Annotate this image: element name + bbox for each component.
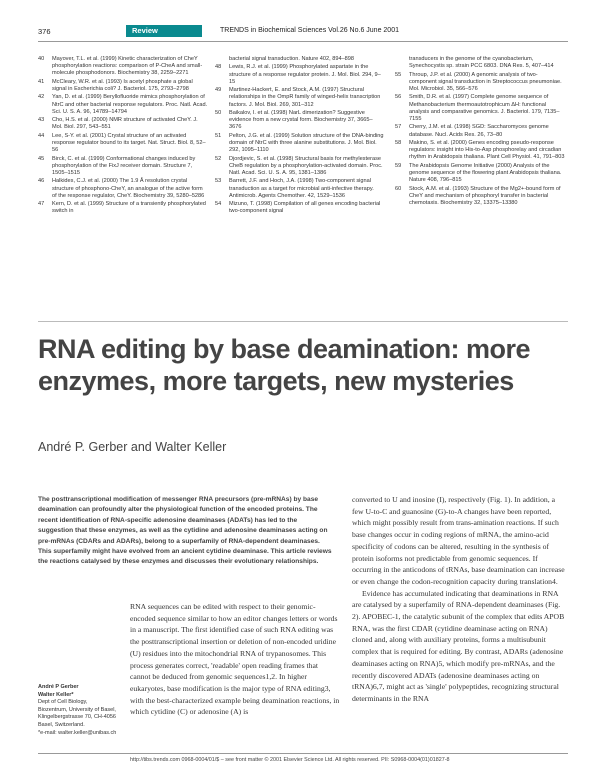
- reference-number: 44: [38, 132, 45, 139]
- reference-text: Lee, S-Y. et al. (2001) Crystal structure of an activated response regulator bound to its target. Nat. Struct. Biol. 8, 52–56: [52, 132, 206, 154]
- reference-item: [395, 72, 565, 94]
- reference-number: 55: [395, 71, 402, 78]
- reference-item: [38, 178, 208, 200]
- reference-item: [38, 79, 208, 93]
- reference-number: 43: [38, 117, 45, 124]
- article-abstract: The posttranscriptional modification of messenger RNA precursors (pre-mRNAs) by base deamination can profoundly alter the physiological function of the encoded proteins. The recent identification of RNA-specific adenosine deaminases (ADATs) has led to the suggestion that these enzymes, as well as the cytidine and adenosine deaminases acting on pre-mRNAs (CDARs and ADARs), belong to a superfamily of RNA-dependent deaminases. This superfamily might have evolved from an ancient cytidine deaminase. This article reviews the reactions catalysed by these enzymes and discusses their evolutionary relationships.: [38, 496, 332, 566]
- reference-item: [38, 56, 208, 78]
- footer-divider: [38, 753, 568, 754]
- reference-text: Martinez-Hackert, E. and Stock, A.M. (1997) Structural relationships in the OmpR family of winged-helix transcription factors. J. Mol. Biol. 269, 301–312: [229, 87, 381, 108]
- reference-number: 58: [395, 139, 402, 146]
- body-column-left: [130, 601, 340, 718]
- page-footer: http://tibs.trends.com 0968-0004/01/$ – see front matter © 2001 Elsevier Science Ltd. All rights reserved. PII: S0968-0004(01)01827-8: [130, 757, 450, 763]
- reference-text: Mayover, T.L. et al. (1999) Kinetic characterization of CheY phosphorylation reactions: comparison of P-CheA and small-molecule phosphodonors. Biochemistry 38, 2259–2271: [52, 56, 203, 77]
- reference-number: 51: [215, 132, 222, 139]
- article-title: RNA editing by base deamination: more enzymes, more targets, new mysteries: [38, 334, 531, 396]
- reference-text: Cherry, J.M. et al. (1998) SGD: Saccharomyces genome database. Nucl. Acids Res. 26, 73–80: [409, 124, 549, 138]
- reference-number: 40: [38, 56, 45, 62]
- reference-text: The Arabidopsis Genome Initiative (2000) Analysis of the genome sequence of the flowering plant Arabidopsis thaliana. Nature 408, 796–815: [409, 162, 562, 184]
- author-email[interactable]: *e-mail: walter.keller@unibas.ch: [38, 729, 117, 736]
- author-address: Dept of Cell Biology, Biozentrum, University of Basel, Klingelbergstrasse 70, CH-4056 Basel, Switzerland.: [38, 699, 116, 728]
- reference-text: Pelton, J.G. et al. (1999) Solution structure of the DNA-binding domain of NtrC with three alanine substitutions. J. Mol. Biol. 292, 1095–1110: [229, 132, 384, 154]
- reference-text: Kern, D. et al. (1999) Structure of a transiently phosphorylated switch in: [52, 201, 206, 215]
- header-divider: [38, 41, 568, 42]
- reference-item: [395, 186, 565, 208]
- reference-text: transducers in the genome of the cyanobacterium, Synechocystis sp. strain PCC 6803. DNA Res. 5, 407–414: [409, 56, 554, 70]
- reference-text: Barrett, J.F. and Hoch, J.A. (1998) Two-component signal transduction as a target for microbial anti-infective therapy. Antimicrob. Agents Chemother. 42, 1529–1536: [229, 178, 374, 199]
- reference-number: 41: [38, 78, 45, 85]
- reference-number: 46: [38, 178, 45, 185]
- reference-text: Makino, S. et al. (2000) Genes encoding pseudo-response regulators: insight into His-to-Asp phosphorelay and circadian rhythm in Arabidopsis thaliana. Plant Cell Physiol. 41, 791–803: [409, 139, 565, 161]
- reference-column-3: [395, 56, 565, 208]
- reference-item: [38, 117, 208, 131]
- reference-number: 59: [395, 162, 402, 169]
- reference-number: 54: [215, 201, 222, 208]
- journal-citation: TRENDS in Biochemical Sciences Vol.26 No.6 June 2001: [220, 27, 399, 34]
- reference-item: [215, 56, 385, 63]
- reference-number: 48: [215, 64, 222, 71]
- reference-item: [395, 140, 565, 162]
- reference-item: [395, 56, 565, 70]
- reference-item: [38, 133, 208, 155]
- reference-text: McCleary, W.R. et al. (1993) Is acetyl phosphate a global signal in Escherichia coli? J. Bacteriol. 175, 2793–2798: [52, 78, 193, 92]
- author-affiliation: [38, 684, 118, 737]
- reference-text: Halkides, C.J. et al. (2000) The 1.9 Å resolution crystal structure of phosphono-CheY, an analogue of the active form of the response regulator, CheY. Biochemistry 39, 5280–5286: [52, 178, 205, 199]
- reference-text: Cho, H.S. et al. (2000) NMR structure of activated CheY. J. Mol. Biol. 297, 543–551: [52, 117, 198, 131]
- reference-item: [395, 163, 565, 185]
- section-tab: Review: [126, 25, 202, 37]
- author-name: Walter Keller*: [38, 691, 74, 698]
- article-authors: André P. Gerber and Walter Keller: [38, 440, 227, 454]
- page-header: [38, 27, 568, 39]
- reference-number: 50: [215, 109, 222, 116]
- reference-text: Lewis, R.J. et al. (1999) Phosphorylated aspartate in the structure of a response regulator protein. J. Mol. Biol. 294, 9–15: [229, 64, 381, 85]
- reference-number: 52: [215, 155, 222, 162]
- reference-text: Mizuno, T. (1998) Compilation of all genes encoding bacterial two-component signal: [229, 201, 381, 215]
- reference-column-1: [38, 56, 208, 217]
- reference-number: 45: [38, 155, 45, 162]
- body-column-right: [352, 494, 568, 705]
- reference-item: [395, 94, 565, 123]
- page-number: 376: [38, 27, 51, 36]
- reference-text: Smith, D.R. et al. (1997) Complete genome sequence of Methanobacterium thermoautotrophicum ΔH: functional analysis and comparative genomics. J. Bacteriol. 179, 7135–7155: [409, 94, 560, 122]
- reference-text: Djordjevic, S. et al. (1998) Structural basis for methylesterase CheB regulation by a phosphorylation-activated domain. Proc. Natl. Acad. Sci. U. S. A. 95, 1381–1386: [229, 155, 383, 176]
- reference-item: [215, 201, 385, 215]
- reference-text: Yan, D. et al. (1999) Beryllofluoride mimics phosphorylation of NtrC and other bacterial response regulators. Proc. Natl. Acad. Sci. U. S. A. 96, 14789–14794: [52, 94, 208, 115]
- reference-number: 57: [395, 124, 402, 131]
- reference-item: [215, 64, 385, 86]
- reference-number: 53: [215, 178, 222, 185]
- reference-item: [215, 110, 385, 132]
- reference-text: Birck, C. et al. (1999) Conformational changes induced by phosphorylation of the FixJ receiver domain. Structure 7, 1505–1515: [52, 155, 196, 176]
- body-paragraph: RNA sequences can be edited with respect to their genomic-encoded sequence similar to how an editor changes letters or words in a manuscript. The first identified case of such RNA editing was the posttranscriptional insertion or deletion of non-encoded uridine (U) residues into the mitochondrial RNA of trypanosomes. This process generates correct, 'readable' open reading frames that cannot be deduced from genomic sequences1,2. In higher eukaryotes, base modification is the major type of RNA editing3, with the best-characterized example being deamination reactions, in which cytidine (C) or adenosine (A) is: [130, 602, 340, 717]
- reference-text: Throup, J.P. et al. (2000) A genomic analysis of two-component signal transduction in Streptococcus pneumoniae. Mol. Microbiol. 35, 566–576: [409, 71, 562, 92]
- reference-number: 60: [395, 185, 402, 192]
- reference-column-2: [215, 56, 385, 217]
- reference-item: [215, 156, 385, 178]
- reference-item: [38, 201, 208, 215]
- reference-item: [215, 178, 385, 200]
- reference-item: [215, 87, 385, 109]
- reference-text: Baikalov, I. et al. (1998) NarL dimerization? Suggestive evidence from a new crystal form. Biochemistry 37, 3665–3676: [229, 109, 373, 131]
- reference-item: [215, 133, 385, 155]
- reference-number: 49: [215, 87, 222, 94]
- reference-number: 42: [38, 94, 45, 101]
- reference-item: [38, 94, 208, 116]
- reference-item: [395, 124, 565, 138]
- body-paragraph: converted to U and inosine (I), respectively (Fig. 1). In addition, a few U-to-C and guanosine (G)-to-A changes have been reported, which might possibly result from trans-amination reactions. If such base changes occur in coding regions of mRNA, the amino-acid specificity of codons can be altered, resulting in the synthesis of protein isoforms not predictable from genomic sequences. If occurring in the anticodons of tRNAs, base deamination can increase or even change the codon-recognition capacity during translation4.: [352, 495, 565, 586]
- reference-text: bacterial signal transduction. Nature 402, 894–898: [229, 56, 355, 62]
- body-paragraph: Evidence has accumulated indicating that deaminations in RNA are catalysed by a superfamily of RNA-dependent deaminases (Fig. 2). APOBEC-1, the catalytic subunit of the complex that edits APOB RNA, was the first CDAR (cytidine deaminase acting on RNA) cloned and, along with auxiliary proteins, forms a multisubunit complex that is required for editing. By contrast, ADARs (adenosine deaminases acting on RNA)5, which modify pre-mRNAs, and the recently discovered ADATs (adenosine deaminases acting on tRNA)6,7, might act as 'single' polypeptides, recognizing structural determinants in the RNA: [352, 588, 565, 703]
- references-divider: [38, 321, 568, 322]
- reference-number: 47: [38, 201, 45, 208]
- author-name: André P Gerber: [38, 684, 79, 690]
- reference-number: 56: [395, 94, 402, 101]
- reference-text: Stock, A.M. et al. (1993) Structure of the Mg2+-bound form of CheY and mechanism of phosphoryl transfer in bacterial chemotaxis. Biochemistry 32, 13375–13380: [409, 185, 561, 206]
- reference-item: [38, 156, 208, 178]
